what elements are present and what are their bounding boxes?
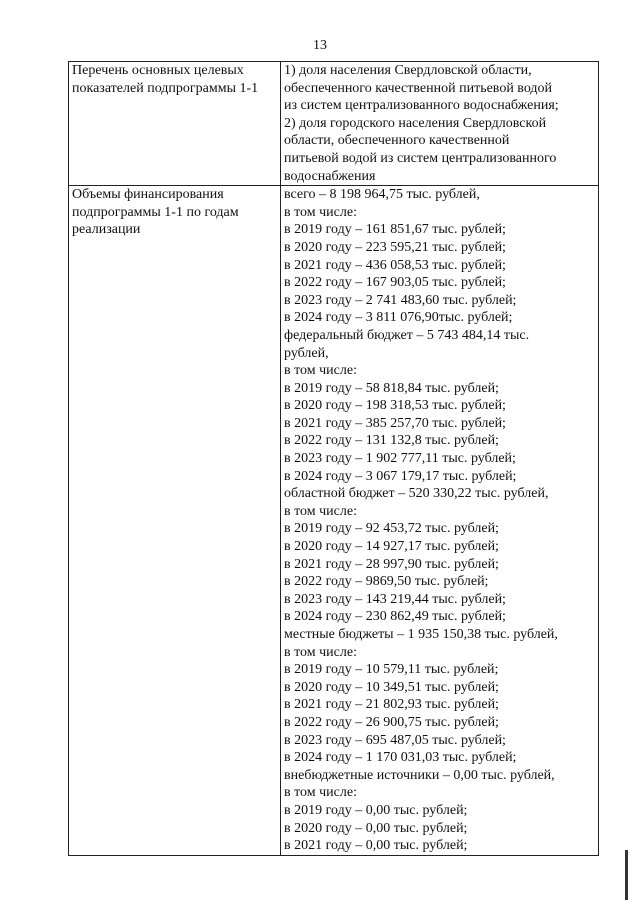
table-body — [69, 62, 599, 856]
value-line: в 2020 году – 198 318,53 тыс. рублей; — [284, 398, 506, 414]
table-row — [69, 62, 599, 186]
value-line: в 2024 году – 1 170 031,03 тыс. рублей; — [284, 750, 517, 766]
value-line: в том числе: — [284, 785, 357, 801]
value-line: в 2023 году – 2 741 483,60 тыс. рублей; — [284, 292, 517, 308]
value-line: в 2021 году – 21 802,93 тыс. рублей; — [284, 697, 499, 713]
value-line: в 2022 году – 9869,50 тыс. рублей; — [284, 574, 489, 590]
value-line: в 2023 году – 695 487,05 тыс. рублей; — [284, 732, 506, 748]
value-line: в 2021 году – 0,00 тыс. рублей; — [284, 838, 468, 854]
value-line: в 2024 году – 230 862,49 тыс. рублей; — [284, 609, 506, 625]
value-line: областной бюджет – 520 330,22 тыс. рублей, — [284, 486, 549, 502]
value-line: 1) доля населения Свердловской области, — [284, 63, 532, 78]
value-line: водоснабжения — [284, 168, 376, 184]
value-line: в 2020 году – 0,00 тыс. рублей; — [284, 820, 468, 836]
value-line: 2) доля городского населения Свердловской — [284, 115, 547, 131]
value-line: в 2024 году – 3 067 179,17 тыс. рублей; — [284, 468, 517, 484]
value-line: в 2022 году – 131 132,8 тыс. рублей; — [284, 433, 499, 449]
value-line: в том числе: — [284, 503, 357, 519]
value-line: в 2023 году – 1 902 777,11 тыс. рублей; — [284, 451, 516, 467]
value-line: в 2019 году – 10 579,11 тыс. рублей; — [284, 662, 499, 678]
value-line: из систем централизованного водоснабжения; — [284, 98, 559, 114]
passport-table — [68, 61, 599, 856]
value-line: в 2022 году – 26 900,75 тыс. рублей; — [284, 714, 499, 730]
value-line: в том числе: — [284, 204, 357, 220]
value-line: в 2021 году – 385 257,70 тыс. рублей; — [284, 415, 506, 431]
value-line: области, обеспеченного качественной — [284, 133, 510, 149]
value-line: в том числе: — [284, 644, 357, 660]
value-line: в 2019 году – 92 453,72 тыс. рублей; — [284, 521, 499, 537]
value-line: питьевой водой из систем централизованного — [284, 150, 557, 166]
value-line: в 2019 году – 0,00 тыс. рублей; — [284, 802, 468, 818]
row-label: Объемы финансирования подпрограммы 1-1 по годам реализации — [72, 187, 239, 238]
value-line: местные бюджеты – 1 935 150,38 тыс. рублей, — [284, 627, 558, 642]
row-value-cell — [281, 186, 599, 856]
value-line: в том числе: — [284, 363, 357, 379]
row-label-cell — [69, 186, 281, 856]
value-line: всего – 8 198 964,75 тыс. рублей, — [284, 187, 480, 203]
row-label-cell — [69, 62, 281, 186]
value-line: обеспеченного качественной питьевой водой — [284, 80, 553, 96]
scan-edge-mark — [625, 850, 628, 900]
row-label: Перечень основных целевых показателей подпрограммы 1-1 — [72, 63, 259, 96]
table-row — [69, 186, 599, 856]
value-line: в 2019 году – 58 818,84 тыс. рублей; — [284, 380, 499, 396]
value-line: рублей, — [284, 345, 329, 361]
value-line: в 2021 году – 436 058,53 тыс. рублей; — [284, 257, 506, 273]
value-line: в 2019 году – 161 851,67 тыс. рублей; — [284, 222, 506, 238]
value-line: в 2023 году – 143 219,44 тыс. рублей; — [284, 591, 506, 607]
value-line: внебюджетные источники – 0,00 тыс. рублей, — [284, 767, 555, 783]
row-value-cell — [281, 62, 599, 186]
value-line: в 2020 году – 14 927,17 тыс. рублей; — [284, 539, 499, 555]
value-line: в 2024 году – 3 811 076,90тыс. рублей; — [284, 310, 513, 326]
value-line: в 2020 году – 223 595,21 тыс. рублей; — [284, 239, 506, 255]
value-line: в 2022 году – 167 903,05 тыс. рублей; — [284, 275, 506, 291]
value-line: федеральный бюджет – 5 743 484,14 тыс. — [284, 327, 530, 343]
page-number: 13 — [313, 38, 327, 53]
value-line: в 2021 году – 28 997,90 тыс. рублей; — [284, 556, 499, 572]
value-line: в 2020 году – 10 349,51 тыс. рублей; — [284, 679, 499, 695]
